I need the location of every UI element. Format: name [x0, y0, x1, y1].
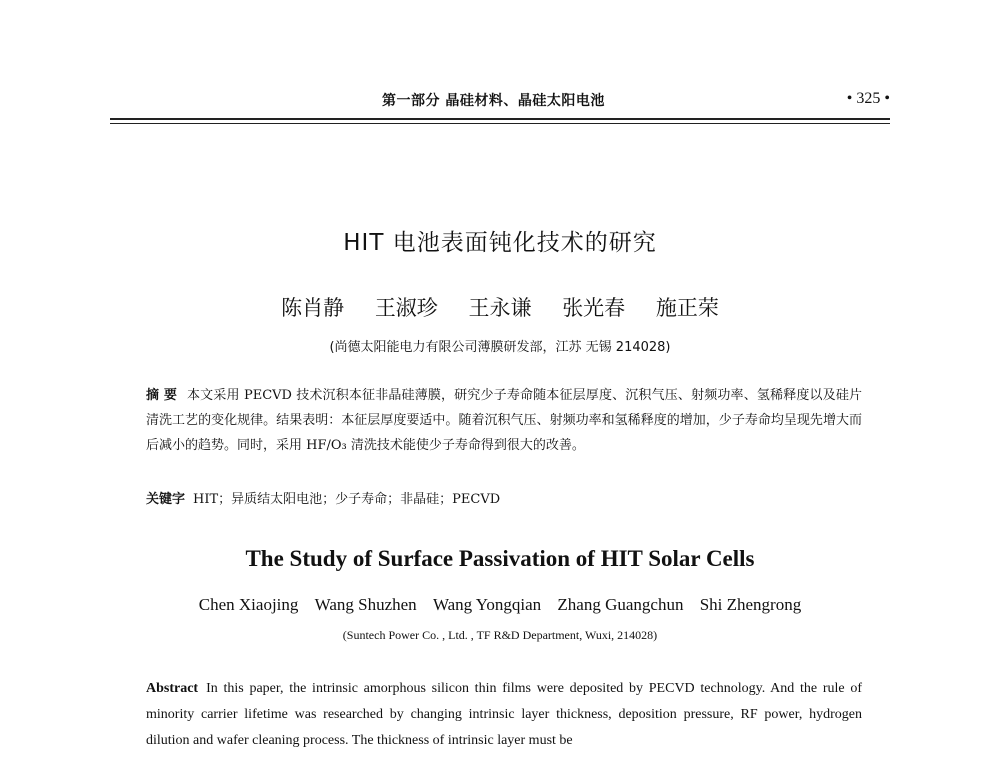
author-cn: 王淑珍: [374, 296, 438, 320]
abstract-en-label: Abstract: [146, 681, 199, 696]
keywords-cn-label: 关键字: [146, 492, 186, 507]
author-en: Chen Xiaojing: [198, 595, 299, 614]
author-en: Zhang Guangchun: [557, 595, 684, 614]
author-cn: 施正荣: [655, 296, 719, 320]
affiliation-cn: (尚德太阳能电力有限公司薄膜研发部，江苏 无锡 214028): [329, 340, 671, 355]
header-rule-thick: [110, 118, 890, 120]
paper-title-en: The Study of Surface Passivation of HIT Solar Cells: [245, 546, 755, 571]
abstract-en-text: In this paper, the intrinsic amorphous silicon thin films were deposited by PECVD technology. And the rule of minority carrier lifetime was researched by changing intrinsic layer thickness, deposition pressure, RF power, hydrogen dilution and wafer cleaning process. The thickness of intrinsic layer must be: [146, 681, 862, 748]
keywords-cn-text: HIT；异质结太阳电池；少子寿命；非晶硅；PECVD: [193, 492, 501, 507]
author-en: Shi Zhengrong: [699, 595, 802, 614]
author-cn: 张光春: [562, 296, 626, 320]
author-cn: 王永谦: [468, 296, 532, 320]
paper-title-cn: HIT 电池表面钝化技术的研究: [343, 230, 657, 256]
keywords-cn: [146, 488, 862, 507]
abstract-cn-text: 本文采用 PECVD 技术沉积本征非晶硅薄膜，研究少子寿命随本征层厚度、沉积气压、射频功率、氢稀释度以及硅片清洗工艺的变化规律。结果表明：本征层厚度要适中。随着沉积气压、射频功率和氢稀释度的增加，少子寿命均呈现先增大而后减小的趋势。同时，采用 HF/O₃ 清洗技术能使少子寿命得到很大的改善。: [146, 388, 862, 453]
running-header: [110, 90, 890, 114]
page-number: • 325 •: [846, 90, 890, 107]
author-en: Wang Shuzhen: [314, 595, 417, 614]
abstract-cn: [146, 383, 862, 458]
abstract-cn-label: 摘 要: [146, 388, 178, 403]
abstract-en: [146, 676, 862, 754]
section-title: 第一部分 晶硅材料、晶硅太阳电池: [382, 93, 605, 109]
affiliation-en: (Suntech Power Co. , Ltd. , TF R&D Department, Wuxi, 214028): [342, 628, 658, 642]
author-list-cn: [0, 292, 1000, 322]
author-cn: 陈肖静: [281, 296, 345, 320]
header-rule-thin: [110, 123, 890, 124]
author-en: Wang Yongqian: [432, 595, 542, 614]
author-list-en: [0, 595, 1000, 615]
